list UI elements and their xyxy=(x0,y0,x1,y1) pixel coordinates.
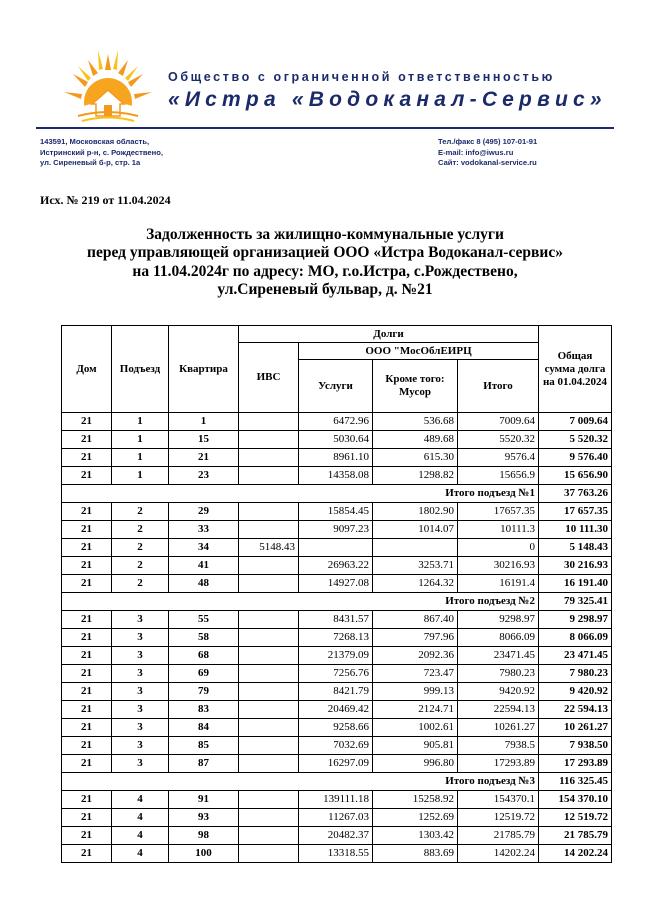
garbage-cell: 1014.07 xyxy=(373,521,458,539)
grand-total-cell: 154 370.10 xyxy=(539,791,612,809)
grand-total-cell: 17 657.35 xyxy=(539,503,612,521)
house-cell: 21 xyxy=(62,827,112,845)
header-total: Итого xyxy=(458,360,539,413)
total-cell: 154370.1 xyxy=(458,791,539,809)
total-cell: 22594.13 xyxy=(458,701,539,719)
grand-total-cell: 9 576.40 xyxy=(539,449,612,467)
header-mosobleirc: ООО "МосОблЕИРЦ xyxy=(299,343,539,360)
company-name-line1: Общество с ограниченной ответственностью xyxy=(168,70,555,84)
ivs-cell xyxy=(239,575,299,593)
entrance-cell: 2 xyxy=(112,521,169,539)
grand-total-cell: 12 519.72 xyxy=(539,809,612,827)
title-line: на 11.04.2024г по адресу: МО, г.о.Истра, с.Рождествено, xyxy=(132,262,518,280)
house-cell: 21 xyxy=(62,629,112,647)
outgoing-reference: Исх. № 219 от 11.04.2024 xyxy=(40,193,171,207)
apartment-cell: 91 xyxy=(169,791,239,809)
apartment-cell: 29 xyxy=(169,503,239,521)
table-row xyxy=(62,737,612,755)
header-debts: Долги xyxy=(239,326,539,343)
garbage-cell: 1298.82 xyxy=(373,467,458,485)
header-garbage: Кроме того: Мусор xyxy=(373,360,458,413)
debt-table-body xyxy=(62,413,612,863)
address-line: ул. Сиреневый б-р, стр. 1а xyxy=(40,158,141,167)
grand-total-cell: 9 420.92 xyxy=(539,683,612,701)
table-row xyxy=(62,683,612,701)
contact-phone: Тел./факс 8 (495) 107-01-91 xyxy=(438,137,538,146)
services-cell xyxy=(299,539,373,557)
total-cell: 10261.27 xyxy=(458,719,539,737)
table-row xyxy=(62,791,612,809)
table-row xyxy=(62,557,612,575)
table-row xyxy=(62,845,612,863)
house-cell: 21 xyxy=(62,467,112,485)
services-cell: 13318.55 xyxy=(299,845,373,863)
entrance-cell: 1 xyxy=(112,449,169,467)
title-line: Задолженность за жилищно-коммунальные услуги xyxy=(146,226,504,243)
entrance-cell: 2 xyxy=(112,539,169,557)
total-cell: 7938.5 xyxy=(458,737,539,755)
table-row xyxy=(62,719,612,737)
entrance-cell: 4 xyxy=(112,845,169,863)
entrance-cell: 3 xyxy=(112,629,169,647)
entrance-cell: 3 xyxy=(112,701,169,719)
company-address xyxy=(40,137,163,169)
subtotal-amount: 116 325.45 xyxy=(539,773,612,791)
garbage-cell: 883.69 xyxy=(373,845,458,863)
total-cell: 12519.72 xyxy=(458,809,539,827)
entrance-cell: 3 xyxy=(112,683,169,701)
entrance-cell: 2 xyxy=(112,557,169,575)
garbage-cell: 15258.92 xyxy=(373,791,458,809)
address-line: Истринский р-н, с. Рождествено, xyxy=(40,147,163,157)
table-row xyxy=(62,449,612,467)
company-contacts xyxy=(438,137,537,169)
garbage-cell: 797.96 xyxy=(373,629,458,647)
ivs-cell: 5148.43 xyxy=(239,539,299,557)
debt-table xyxy=(61,325,612,863)
entrance-cell: 4 xyxy=(112,809,169,827)
header-house: Дом xyxy=(62,326,112,413)
services-cell: 26963.22 xyxy=(299,557,373,575)
services-cell: 20469.42 xyxy=(299,701,373,719)
garbage-cell: 3253.71 xyxy=(373,557,458,575)
apartment-cell: 93 xyxy=(169,809,239,827)
total-cell: 14202.24 xyxy=(458,845,539,863)
house-cell: 21 xyxy=(62,737,112,755)
ivs-cell xyxy=(239,827,299,845)
total-cell: 10111.3 xyxy=(458,521,539,539)
house-cell: 21 xyxy=(62,755,112,773)
ivs-cell xyxy=(239,629,299,647)
apartment-cell: 100 xyxy=(169,845,239,863)
apartment-cell: 33 xyxy=(169,521,239,539)
contact-website: Сайт: vodokanal-service.ru xyxy=(438,158,537,167)
table-row xyxy=(62,413,612,431)
ivs-cell xyxy=(239,413,299,431)
total-cell: 7009.64 xyxy=(458,413,539,431)
services-cell: 14927.08 xyxy=(299,575,373,593)
total-cell: 8066.09 xyxy=(458,629,539,647)
house-cell: 21 xyxy=(62,647,112,665)
house-cell: 21 xyxy=(62,575,112,593)
table-row xyxy=(62,467,612,485)
ivs-cell xyxy=(239,683,299,701)
total-cell: 7980.23 xyxy=(458,665,539,683)
table-row xyxy=(62,431,612,449)
grand-total-cell: 22 594.13 xyxy=(539,701,612,719)
table-row xyxy=(62,521,612,539)
ivs-cell xyxy=(239,737,299,755)
header-apartment: Квартира xyxy=(169,326,239,413)
services-cell: 5030.64 xyxy=(299,431,373,449)
house-cell: 21 xyxy=(62,791,112,809)
entrance-cell: 1 xyxy=(112,413,169,431)
services-cell: 8431.57 xyxy=(299,611,373,629)
house-cell: 21 xyxy=(62,449,112,467)
house-cell: 21 xyxy=(62,701,112,719)
garbage-cell: 2092.36 xyxy=(373,647,458,665)
house-cell: 21 xyxy=(62,557,112,575)
entrance-cell: 3 xyxy=(112,719,169,737)
entrance-cell: 1 xyxy=(112,431,169,449)
apartment-cell: 68 xyxy=(169,647,239,665)
header-services: Услуги xyxy=(299,360,373,413)
total-cell: 17293.89 xyxy=(458,755,539,773)
total-cell: 9420.92 xyxy=(458,683,539,701)
entrance-cell: 2 xyxy=(112,575,169,593)
garbage-cell: 489.68 xyxy=(373,431,458,449)
apartment-cell: 48 xyxy=(169,575,239,593)
title-line: перед управляющей организацией ООО «Истра Водоканал-сервис» xyxy=(87,244,563,262)
grand-total-cell: 7 009.64 xyxy=(539,413,612,431)
header-ivs: ИВС xyxy=(239,343,299,413)
entrance-cell: 2 xyxy=(112,503,169,521)
title-line: ул.Сиреневый бульвар, д. №21 xyxy=(217,280,433,298)
services-cell: 11267.03 xyxy=(299,809,373,827)
table-row xyxy=(62,701,612,719)
services-cell: 9258.66 xyxy=(299,719,373,737)
entrance-cell: 4 xyxy=(112,791,169,809)
house-cell: 21 xyxy=(62,845,112,863)
garbage-cell xyxy=(373,539,458,557)
services-cell: 16297.09 xyxy=(299,755,373,773)
ivs-cell xyxy=(239,611,299,629)
ivs-cell xyxy=(239,809,299,827)
garbage-cell: 1252.69 xyxy=(373,809,458,827)
table-row xyxy=(62,503,612,521)
garbage-cell: 1264.32 xyxy=(373,575,458,593)
company-name-line2: «Истра «Водоканал-Сервис» xyxy=(168,88,607,111)
table-row xyxy=(62,611,612,629)
services-cell: 7256.76 xyxy=(299,665,373,683)
entrance-cell: 3 xyxy=(112,647,169,665)
house-cell: 21 xyxy=(62,521,112,539)
header-grand-total: Общая сумма долга на 01.04.2024 xyxy=(539,326,612,413)
grand-total-cell: 8 066.09 xyxy=(539,629,612,647)
services-cell: 20482.37 xyxy=(299,827,373,845)
apartment-cell: 83 xyxy=(169,701,239,719)
grand-total-cell: 10 261.27 xyxy=(539,719,612,737)
subtotal-label: Итого подъезд №2 xyxy=(62,593,539,611)
ivs-cell xyxy=(239,557,299,575)
total-cell: 9298.97 xyxy=(458,611,539,629)
grand-total-cell: 5 520.32 xyxy=(539,431,612,449)
header-entrance: Подъезд xyxy=(112,326,169,413)
table-row xyxy=(62,539,612,557)
grand-total-cell: 14 202.24 xyxy=(539,845,612,863)
apartment-cell: 69 xyxy=(169,665,239,683)
apartment-cell: 23 xyxy=(169,467,239,485)
apartment-cell: 34 xyxy=(169,539,239,557)
total-cell: 23471.45 xyxy=(458,647,539,665)
company-logo-sun-house-icon xyxy=(58,42,158,126)
ivs-cell xyxy=(239,467,299,485)
apartment-cell: 15 xyxy=(169,431,239,449)
ivs-cell xyxy=(239,449,299,467)
services-cell: 9097.23 xyxy=(299,521,373,539)
subtotal-row xyxy=(62,485,612,503)
entrance-cell: 3 xyxy=(112,611,169,629)
entrance-cell: 4 xyxy=(112,827,169,845)
total-cell: 30216.93 xyxy=(458,557,539,575)
house-cell: 21 xyxy=(62,431,112,449)
header-divider xyxy=(36,127,614,129)
total-cell: 15656.9 xyxy=(458,467,539,485)
grand-total-cell: 5 148.43 xyxy=(539,539,612,557)
subtotal-label: Итого подъезд №1 xyxy=(62,485,539,503)
address-line: 143591, Московская область, xyxy=(40,137,150,146)
garbage-cell: 1802.90 xyxy=(373,503,458,521)
entrance-cell: 3 xyxy=(112,665,169,683)
ivs-cell xyxy=(239,503,299,521)
ivs-cell xyxy=(239,701,299,719)
garbage-cell: 2124.71 xyxy=(373,701,458,719)
ivs-cell xyxy=(239,719,299,737)
table-row xyxy=(62,647,612,665)
services-cell: 139111.18 xyxy=(299,791,373,809)
ivs-cell xyxy=(239,521,299,539)
apartment-cell: 79 xyxy=(169,683,239,701)
table-row xyxy=(62,809,612,827)
table-row xyxy=(62,629,612,647)
grand-total-cell: 9 298.97 xyxy=(539,611,612,629)
apartment-cell: 55 xyxy=(169,611,239,629)
garbage-cell: 999.13 xyxy=(373,683,458,701)
house-cell: 21 xyxy=(62,809,112,827)
garbage-cell: 1303.42 xyxy=(373,827,458,845)
grand-total-cell: 30 216.93 xyxy=(539,557,612,575)
grand-total-cell: 10 111.30 xyxy=(539,521,612,539)
table-row xyxy=(62,827,612,845)
total-cell: 5520.32 xyxy=(458,431,539,449)
table-row xyxy=(62,665,612,683)
grand-total-cell: 7 938.50 xyxy=(539,737,612,755)
grand-total-cell: 16 191.40 xyxy=(539,575,612,593)
table-row xyxy=(62,575,612,593)
grand-total-cell: 15 656.90 xyxy=(539,467,612,485)
apartment-cell: 87 xyxy=(169,755,239,773)
total-cell: 17657.35 xyxy=(458,503,539,521)
garbage-cell: 996.80 xyxy=(373,755,458,773)
services-cell: 21379.09 xyxy=(299,647,373,665)
grand-total-cell: 7 980.23 xyxy=(539,665,612,683)
services-cell: 14358.08 xyxy=(299,467,373,485)
services-cell: 8421.79 xyxy=(299,683,373,701)
ivs-cell xyxy=(239,791,299,809)
apartment-cell: 21 xyxy=(169,449,239,467)
total-cell: 9576.4 xyxy=(458,449,539,467)
garbage-cell: 536.68 xyxy=(373,413,458,431)
garbage-cell: 905.81 xyxy=(373,737,458,755)
ivs-cell xyxy=(239,431,299,449)
services-cell: 7268.13 xyxy=(299,629,373,647)
document-title xyxy=(30,226,620,299)
subtotal-amount: 37 763.26 xyxy=(539,485,612,503)
apartment-cell: 58 xyxy=(169,629,239,647)
total-cell: 0 xyxy=(458,539,539,557)
ivs-cell xyxy=(239,755,299,773)
services-cell: 8961.10 xyxy=(299,449,373,467)
entrance-cell: 1 xyxy=(112,467,169,485)
entrance-cell: 3 xyxy=(112,755,169,773)
house-cell: 21 xyxy=(62,539,112,557)
ivs-cell xyxy=(239,647,299,665)
services-cell: 6472.96 xyxy=(299,413,373,431)
house-cell: 21 xyxy=(62,683,112,701)
house-cell: 21 xyxy=(62,611,112,629)
apartment-cell: 1 xyxy=(169,413,239,431)
services-cell: 7032.69 xyxy=(299,737,373,755)
total-cell: 21785.79 xyxy=(458,827,539,845)
grand-total-cell: 21 785.79 xyxy=(539,827,612,845)
house-cell: 21 xyxy=(62,503,112,521)
garbage-cell: 867.40 xyxy=(373,611,458,629)
apartment-cell: 85 xyxy=(169,737,239,755)
house-cell: 21 xyxy=(62,413,112,431)
subtotal-amount: 79 325.41 xyxy=(539,593,612,611)
entrance-cell: 3 xyxy=(112,737,169,755)
apartment-cell: 41 xyxy=(169,557,239,575)
apartment-cell: 84 xyxy=(169,719,239,737)
ivs-cell xyxy=(239,665,299,683)
apartment-cell: 98 xyxy=(169,827,239,845)
house-cell: 21 xyxy=(62,665,112,683)
ivs-cell xyxy=(239,845,299,863)
grand-total-cell: 17 293.89 xyxy=(539,755,612,773)
subtotal-label: Итого подъезд №3 xyxy=(62,773,539,791)
garbage-cell: 723.47 xyxy=(373,665,458,683)
table-row xyxy=(62,755,612,773)
garbage-cell: 1002.61 xyxy=(373,719,458,737)
contact-email: E-mail: info@iwus.ru xyxy=(438,147,514,157)
subtotal-row xyxy=(62,593,612,611)
house-cell: 21 xyxy=(62,719,112,737)
subtotal-row xyxy=(62,773,612,791)
grand-total-cell: 23 471.45 xyxy=(539,647,612,665)
garbage-cell: 615.30 xyxy=(373,449,458,467)
total-cell: 16191.4 xyxy=(458,575,539,593)
services-cell: 15854.45 xyxy=(299,503,373,521)
